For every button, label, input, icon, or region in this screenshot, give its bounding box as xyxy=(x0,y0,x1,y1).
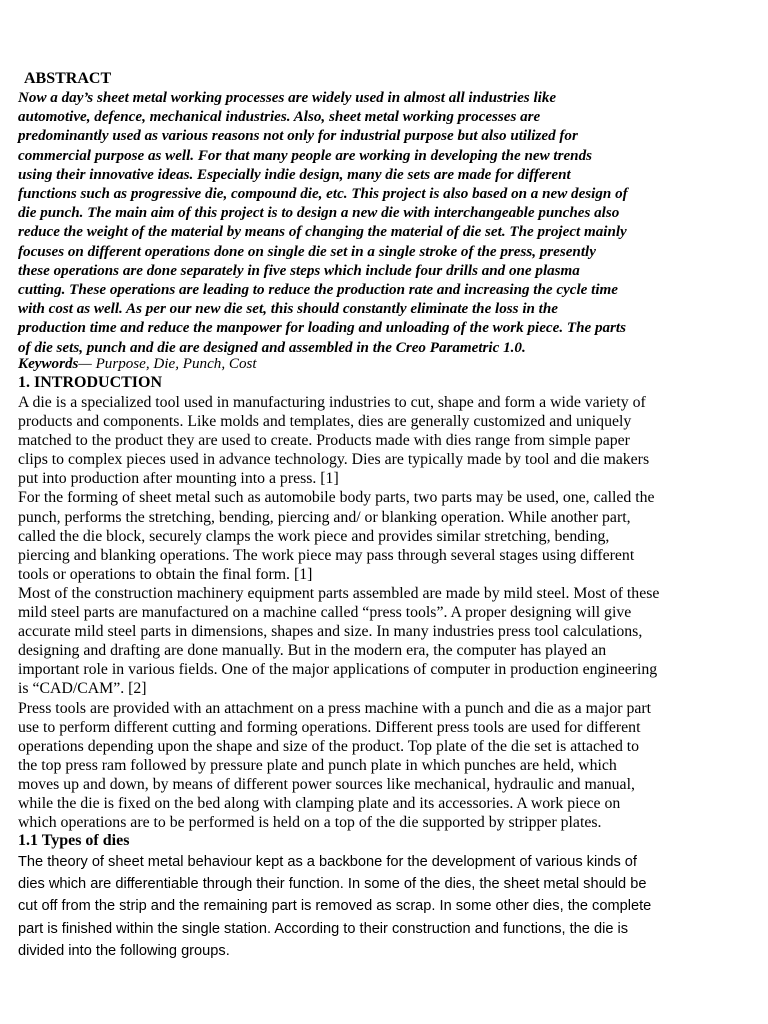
introduction-line: products and components. Like molds and templates, dies are generally customized and uniquely xyxy=(18,413,632,431)
abstract-line: Now a day’s sheet metal working processes are widely used in almost all industries like xyxy=(18,90,557,106)
introduction-line: mild steel parts are manufactured on a machine called “press tools”. A proper designing will give xyxy=(18,604,632,622)
types-of-dies-line: cut off from the strip and the remaining part is removed as scrap. In some other dies, the complete xyxy=(18,898,652,915)
abstract-line: these operations are done separately in five steps which include four drills and one plasma xyxy=(18,262,580,279)
introduction-line: the top press ram followed by pressure plate and punch plate in which punches are held, which xyxy=(18,756,617,774)
introduction-line: called the die block, securely clamps the work piece and provides similar stretching, bending, xyxy=(18,527,610,545)
keywords-line xyxy=(18,355,750,374)
abstract-line: of die sets, punch and die are designed and assembled in the Creo Parametric 1.0. xyxy=(18,339,526,356)
abstract-line: production time and reduce the manpower for loading and unloading of the work piece. The parts xyxy=(18,320,626,337)
abstract-line: automotive, defence, mechanical industries. Also, sheet metal working processes are xyxy=(18,109,541,126)
introduction-line: For the forming of sheet metal such as automobile body parts, two parts may be used, one, called the xyxy=(18,489,655,507)
introduction-body xyxy=(18,393,750,832)
introduction-line: put into production after mounting into a press. [1] xyxy=(18,470,339,488)
introduction-line: tools or operations to obtain the final form. [1] xyxy=(18,565,313,583)
abstract-line: with cost as well. As per our new die set, this should constantly eliminate the loss in the xyxy=(18,301,558,318)
types-of-dies-line: The theory of sheet metal behaviour kept as a backbone for the development of various kinds of xyxy=(18,854,637,870)
types-of-dies-line: part is finished within the single station. According to their construction and functions, the die is xyxy=(18,920,629,937)
introduction-line: punch, performs the stretching, bending, piercing and/ or blanking operation. While another part, xyxy=(18,508,631,526)
introduction-line: while the die is fixed on the bed along with clamping plate and its accessories. A work piece on xyxy=(18,794,621,812)
introduction-line: clips to complex pieces used in advance technology. Dies are typically made by tool and die makers xyxy=(18,451,650,469)
introduction-heading: 1. INTRODUCTION xyxy=(18,374,163,391)
abstract-line: using their innovative ideas. Especially indie design, many die sets are made for different xyxy=(18,166,571,183)
introduction-line: accurate mild steel parts in dimensions, shapes and size. In many industries press tool calculations, xyxy=(18,623,643,641)
types-of-dies-line: dies which are differentiable through their function. In some of the dies, the sheet metal should be xyxy=(18,876,647,893)
abstract-line: cutting. These operations are leading to reduce the production rate and increasing the cycle time xyxy=(18,282,618,299)
introduction-line: Most of the construction machinery equipment parts assembled are made by mild steel. Most of these xyxy=(18,584,660,602)
abstract-heading: ABSTRACT xyxy=(24,70,112,87)
abstract-line: commercial purpose as well. For that many people are working in developing the new trends xyxy=(18,147,592,164)
introduction-line: Press tools are provided with an attachment on a press machine with a punch and die as a major part xyxy=(18,699,652,717)
introduction-line: important role in various fields. One of the major applications of computer in production engineering xyxy=(18,661,658,679)
introduction-line: A die is a specialized tool used in manufacturing industries to cut, shape and form a wide variety of xyxy=(18,394,646,411)
introduction-line: designing and drafting are done manually. But in the modern era, the computer has played an xyxy=(18,642,607,660)
types-of-dies-body xyxy=(18,851,750,962)
abstract-line: predominantly used as various reasons not only for industrial purpose but also utilized for xyxy=(18,128,578,145)
introduction-line: is “CAD/CAM”. [2] xyxy=(18,680,147,698)
introduction-line: moves up and down, by means of different power sources like mechanical, hydraulic and manual, xyxy=(18,775,635,793)
introduction-line: piercing and blanking operations. The work piece may pass through several stages using different xyxy=(18,546,635,564)
abstract-line: functions such as progressive die, compound die, etc. This project is also based on a new design of xyxy=(18,186,628,203)
abstract-line: reduce the weight of the material by means of changing the material of die set. The project mainly xyxy=(18,224,627,241)
abstract-body xyxy=(18,89,750,358)
introduction-line: matched to the product they are used to create. Products made with dies range from simple paper xyxy=(18,432,630,450)
introduction-line: which operations are to be performed is held on a top of the die supported by stripper plates. xyxy=(18,814,602,832)
introduction-line: use to perform different cutting and forming operations. Different press tools are used for different xyxy=(18,718,641,736)
abstract-line: focuses on different operations done on single die set in a single stroke of the press, presently xyxy=(18,243,596,260)
keywords-label: Keywords xyxy=(18,356,79,372)
types-of-dies-line: divided into the following groups. xyxy=(18,942,230,959)
keywords-text: — Purpose, Die, Punch, Cost xyxy=(78,356,257,372)
abstract-line: die punch. The main aim of this project is to design a new die with interchangeable punches also xyxy=(18,205,620,222)
introduction-line: operations depending upon the shape and size of the product. Top plate of the die set is attached to xyxy=(18,737,640,755)
types-of-dies-heading: 1.1 Types of dies xyxy=(18,832,130,849)
